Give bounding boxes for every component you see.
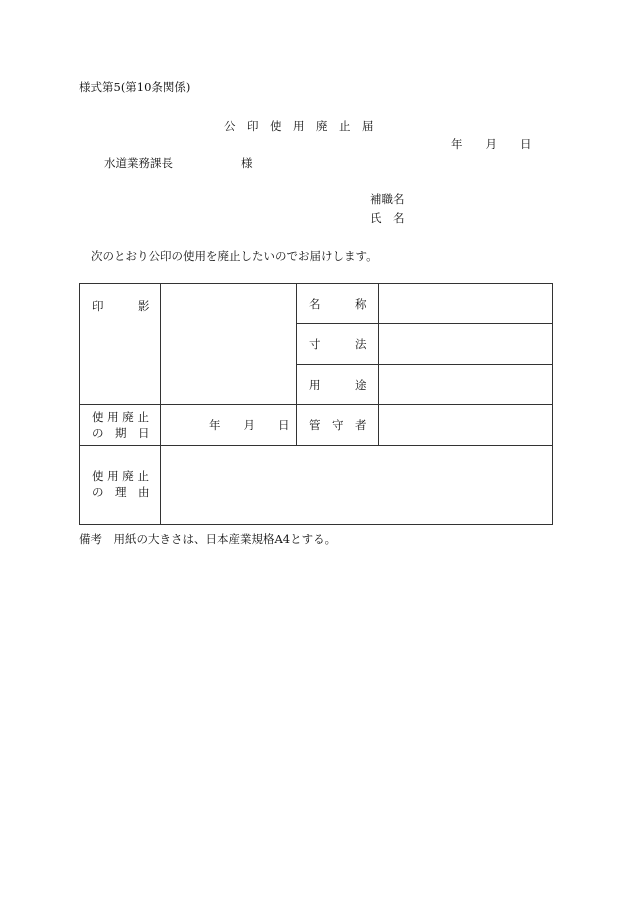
seal-use-field[interactable] bbox=[379, 365, 553, 405]
discontinuation-date-field[interactable]: 年 月 日 bbox=[161, 405, 297, 446]
honorific: 様 bbox=[241, 156, 253, 170]
name-label: 氏 名 bbox=[370, 211, 405, 225]
use-label-cell: 用 途 bbox=[297, 365, 379, 405]
statement: 次のとおり公印の使用を廃止したいのでお届けします。 bbox=[91, 249, 378, 263]
seal-impression-label: 印 影 bbox=[80, 284, 161, 405]
footnote: 備考 用紙の大きさは、日本産業規格A4とする。 bbox=[79, 532, 337, 546]
addressee: 水道業務課長 bbox=[104, 156, 173, 170]
custodian-label: 管 守 者 bbox=[297, 405, 379, 446]
form-table bbox=[79, 283, 553, 525]
discontinuation-date-label: 使 用 廃 止 の 期 日 bbox=[80, 405, 161, 446]
form-number: 様式第5(第10条関係) bbox=[79, 80, 191, 94]
submission-date: 年 月 日 bbox=[451, 137, 532, 151]
seal-impression-field[interactable] bbox=[161, 284, 297, 405]
discontinuation-reason-field[interactable] bbox=[161, 446, 553, 525]
form-title: 公 印 使 用 廃 止 届 bbox=[224, 119, 374, 133]
position-label: 補職名 bbox=[370, 192, 405, 206]
name-label-cell: 名 称 bbox=[297, 284, 379, 324]
seal-name-field[interactable] bbox=[379, 284, 553, 324]
custodian-field[interactable] bbox=[379, 405, 553, 446]
discontinuation-reason-label: 使 用 廃 止 の 理 由 bbox=[80, 446, 161, 525]
seal-size-field[interactable] bbox=[379, 324, 553, 365]
size-label-cell: 寸 法 bbox=[297, 324, 379, 365]
